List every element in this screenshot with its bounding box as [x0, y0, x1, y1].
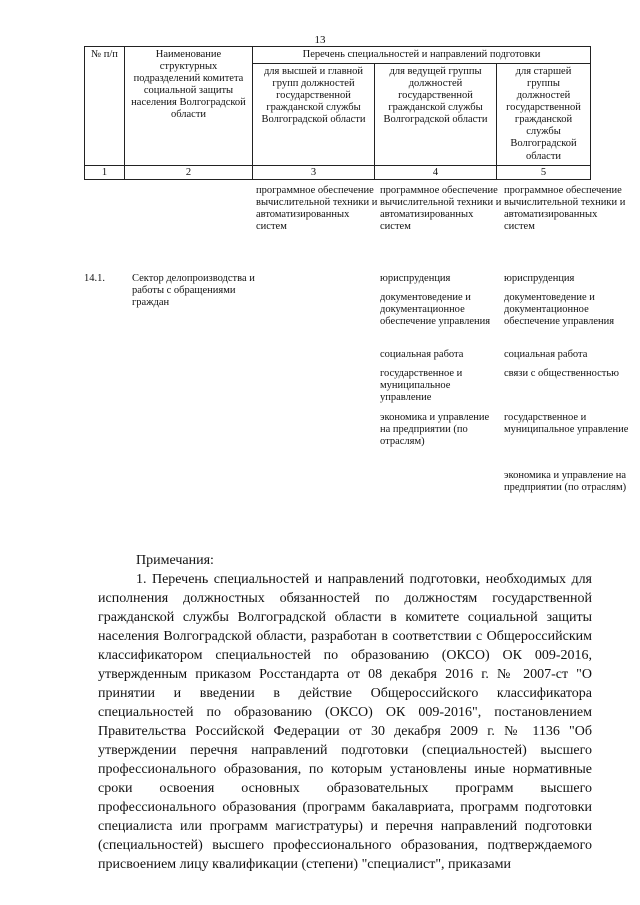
header-senior-group: для старшей группы должностей государственной гражданской службы Волгоградской области [497, 64, 591, 166]
specialty-item: документоведение и документационное обеспечение управления [504, 292, 615, 328]
specialty-item: государственное и муниципальное управление [504, 412, 629, 436]
header-leading-group: для ведущей группы должностей государственной гражданской службы Волгоградской области [375, 64, 497, 166]
notes-section [98, 551, 592, 874]
specialty-item: экономика и управление на предприятии (по отраслям) [380, 412, 490, 448]
continuation-cell: программное обеспечение вычислительной техники и автоматизированных систем [504, 185, 626, 233]
header-subdivision: Наименование структурных подразделений комитета социальной защиты населения Волгоградской области [125, 47, 253, 166]
header-number: № п/п [85, 47, 125, 166]
header-highest-group: для высшей и главной групп должностей государственной гражданской службы Волгоградской области [253, 64, 375, 166]
column-number-2: 2 [125, 165, 253, 179]
specialty-item: социальная работа [380, 349, 464, 360]
subdivision-name: Сектор делопроизводства и работы с обращениями граждан [132, 273, 255, 309]
specialty-item: экономика и управление на предприятии (по отраслям) [504, 470, 627, 494]
row-number: 14.1. [84, 273, 105, 284]
notes-paragraph-1: 1. Перечень специальностей и направлений подготовки, необходимых для исполнения должностных обязанностей по должностям государственной гражданской службы Волгоградской области в комитете социальной защиты населения Волгоградской области, разработан в соответствии с Общероссийским классификатором специальностей по образованию (ОКСО) ОК 009-2016, утвержденным приказом Росстандарта от 08 декабря 2016 г. № 2007-ст "О принятии и введении в действие Общероссийского классификатора специальностей по образованию (ОКСО) ОК 009-2016", постановлением Правительства Российской Федерации от 30 декабря 2009 г. № 1136 "Об утверждении перечня направлений подготовки (специальностей) высшего профессионального образования, по которым установлены иные нормативные сроки освоения основных образовательных программ высшего профессионального образования (программ бакалавриата, программ подготовки специалиста или программ магистратуры) и перечня направлений подготовки (специальностей) высшего профессионального образования, подтверждаемого присвоением лицу квалификации (степени) "специалист", приказами [98, 572, 592, 872]
specialty-item: государственное и муниципальное управление [380, 368, 463, 404]
specialty-item: юриспруденция [380, 273, 451, 284]
page-number: 13 [314, 34, 326, 46]
continuation-cell: программное обеспечение вычислительной техники и автоматизированных систем [256, 185, 378, 233]
notes-title: Примечания: [136, 553, 214, 568]
header-specialties-group: Перечень специальностей и направлений подготовки [253, 47, 591, 64]
column-number-3: 3 [253, 165, 375, 179]
specialty-item: связи с общественностью [504, 368, 620, 379]
specialty-item: юриспруденция [504, 273, 575, 284]
specialty-item: социальная работа [504, 349, 588, 360]
column-number-5: 5 [497, 165, 591, 179]
specialty-item: документоведение и документационное обеспечение управления [380, 292, 491, 328]
column-number-4: 4 [375, 165, 497, 179]
continuation-cell: программное обеспечение вычислительной техники и автоматизированных систем [380, 185, 502, 233]
column-number-1: 1 [85, 165, 125, 179]
specialties-table-header [84, 46, 591, 180]
